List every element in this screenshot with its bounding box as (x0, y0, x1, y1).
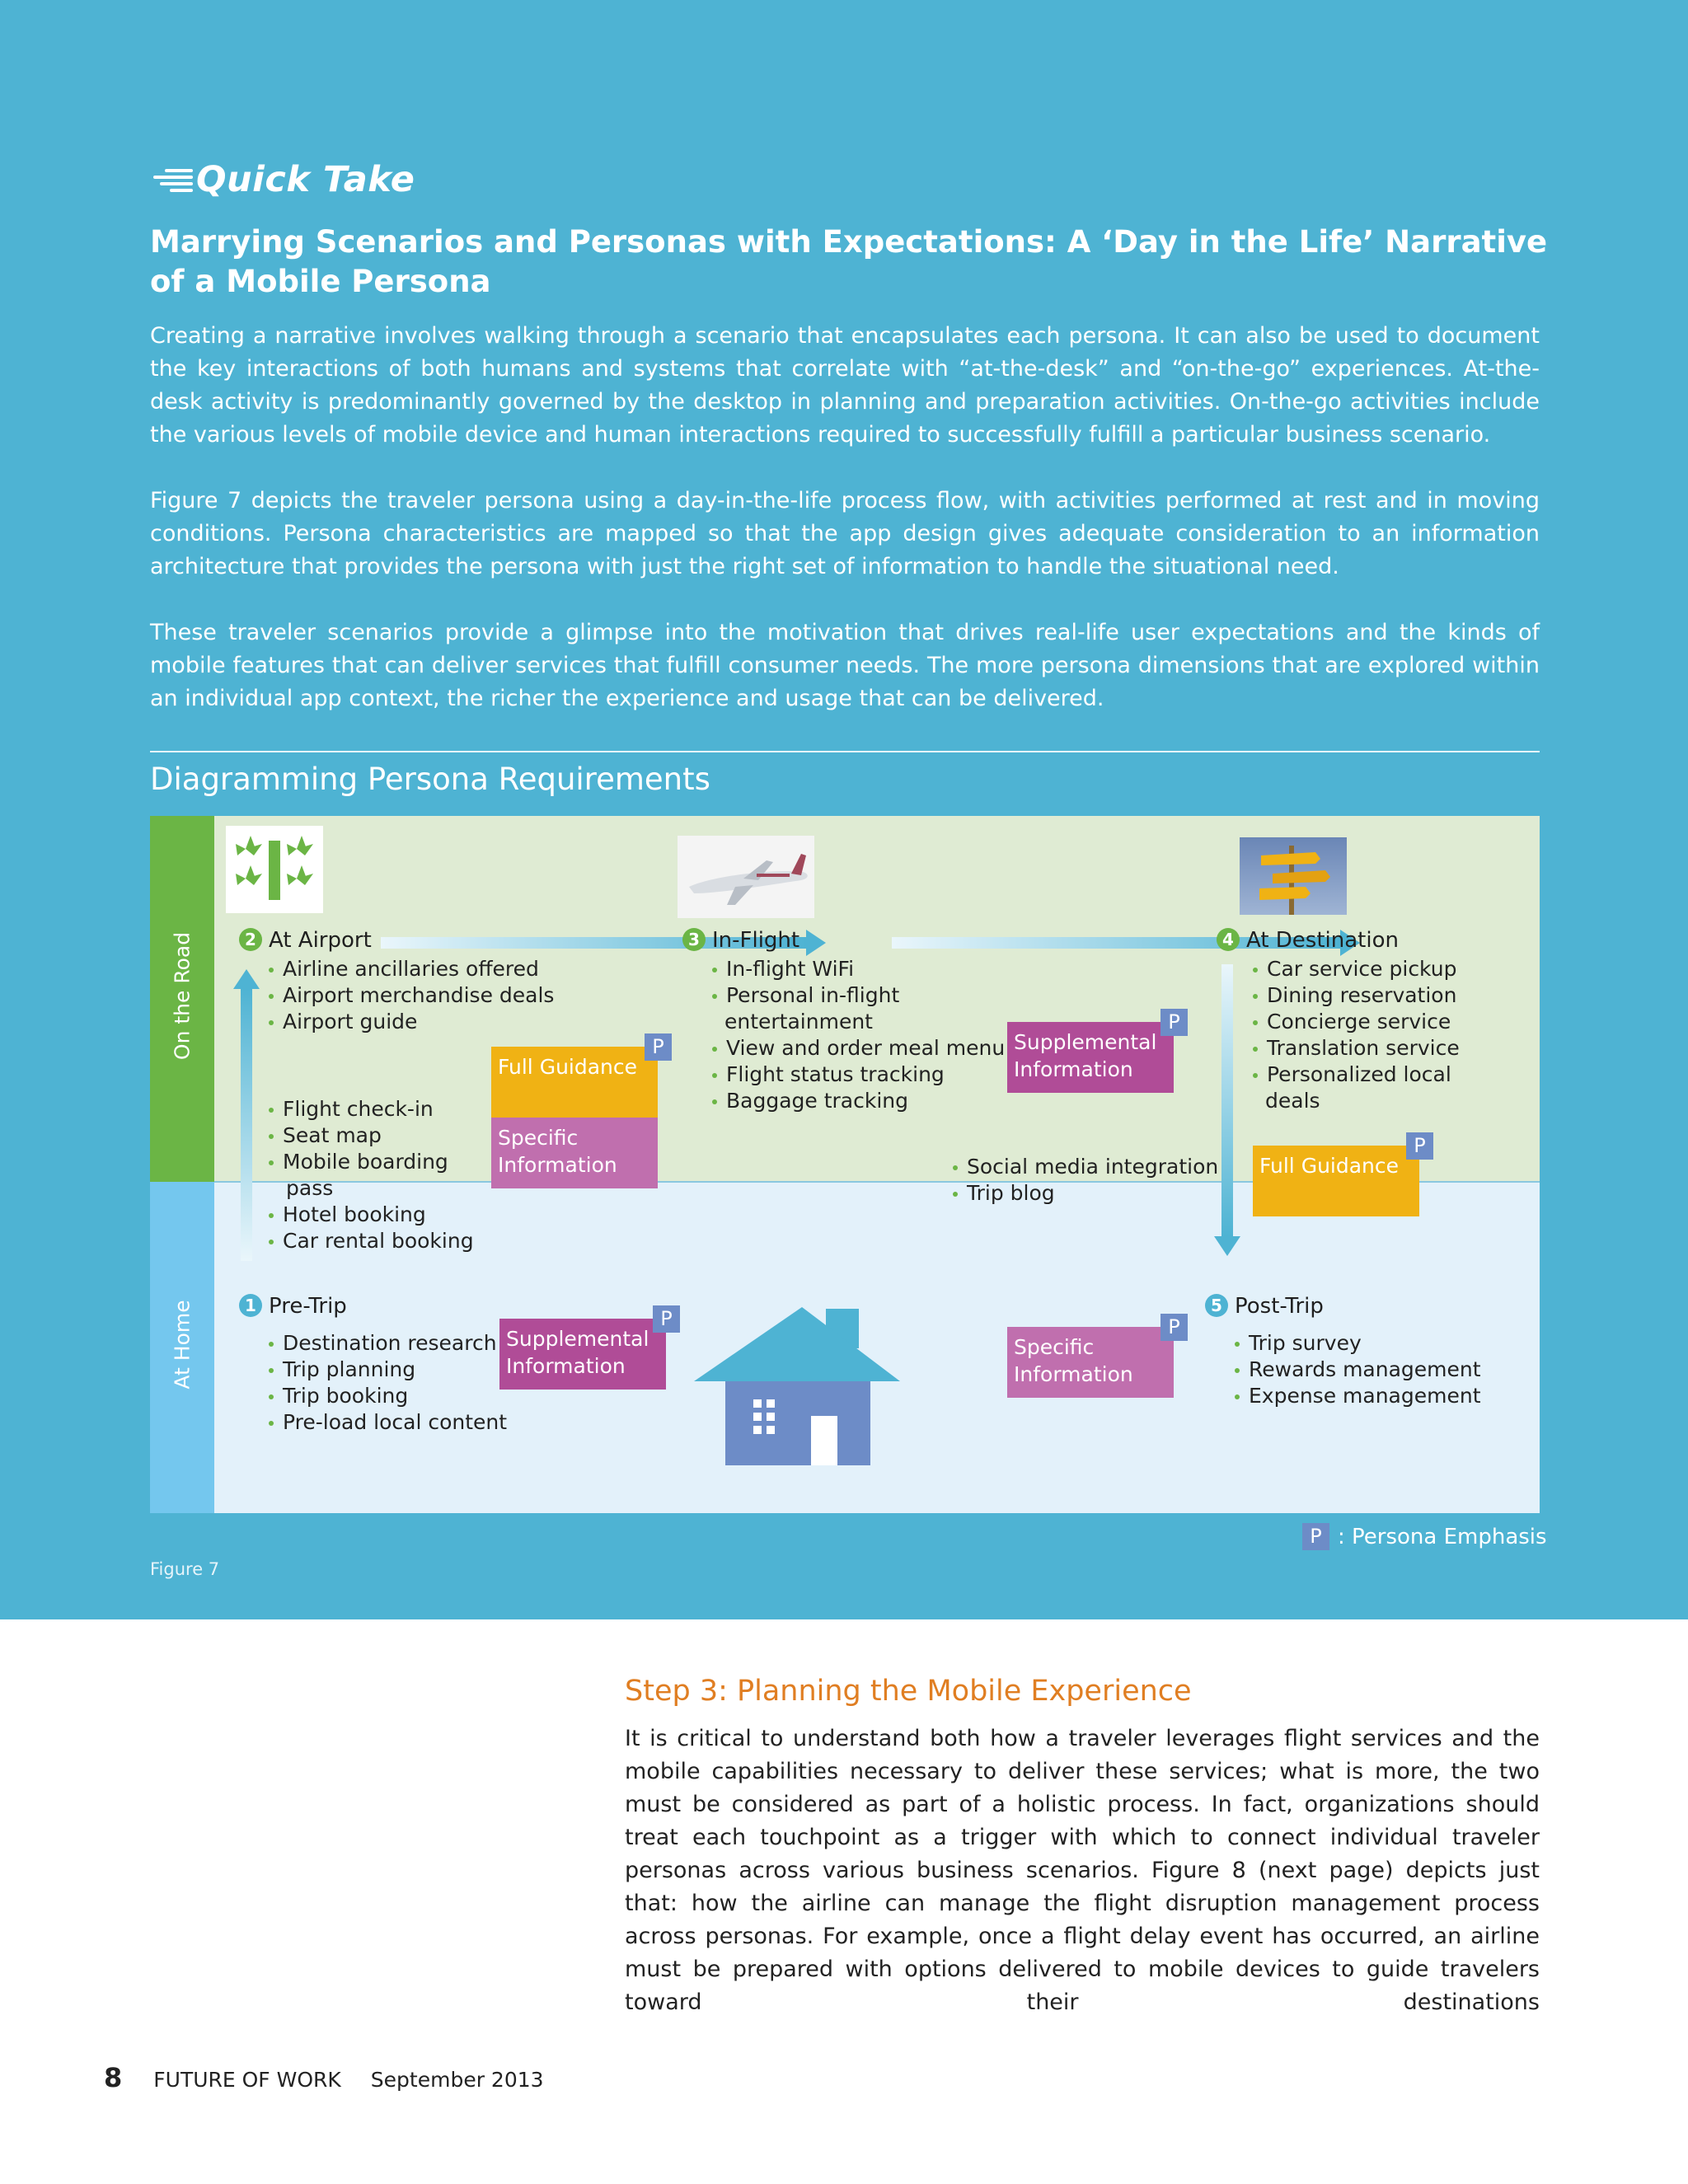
at-home-label: At Home (170, 1300, 195, 1390)
step-number-1: 1 (239, 1294, 262, 1317)
step-number-3: 3 (682, 928, 706, 951)
list-item: Trip booking (269, 1383, 507, 1409)
publication-date: September 2013 (370, 2068, 544, 2092)
list-item: Pre-load local content (269, 1409, 507, 1436)
stage-at-airport (239, 928, 372, 953)
stage-post-trip (1205, 1294, 1324, 1319)
list-item: Airline ancillaries offered (269, 956, 554, 982)
post-trip-list (1235, 1330, 1481, 1409)
list-item: Airport merchandise deals (269, 982, 554, 1009)
full-guidance-box-destination: Full Guidance (1253, 1146, 1419, 1216)
intro-paragraph-1: Creating a narrative involves walking through a scenario that encapsulates each persona. It can also be used to document the key interactions of both humans and systems that correlate with “at-the-desk” and “on-the-go” experiences. At-the-desk activity is predominantly governed by the desktop in planning and preparation activities. On-the-go activities include the various levels of mobile device and human interactions required to successfully fulfill a particular business scenario. (150, 323, 1540, 448)
list-item: Concierge service (1253, 1009, 1460, 1035)
list-item: Car rental booking (269, 1228, 474, 1254)
arrow-destination-to-posttrip (1214, 964, 1240, 1256)
persona-badge: P (645, 1033, 672, 1061)
publication-name: FUTURE OF WORK (153, 2068, 341, 2092)
checkin-list (269, 1096, 474, 1254)
speed-lines-icon (150, 167, 193, 192)
intro-paragraph-3: These traveler scenarios provide a glimpse into the motivation that drives real-life user expectations and the kinds of mobile features that can deliver services that fulfill consumer needs. The more persona dimensions that are explored within an individual app context, the richer the experience and usage that can be delivered. (150, 620, 1540, 711)
persona-badge: P (1406, 1132, 1433, 1160)
list-item: Car service pickup (1253, 956, 1460, 982)
airport-icon (226, 826, 323, 913)
list-item: Flight status tracking (712, 1062, 1005, 1088)
full-guidance-box-airport: Full Guidance (491, 1047, 658, 1118)
stage-at-destination-label: At Destination (1246, 928, 1399, 953)
step-number-4: 4 (1217, 928, 1240, 951)
list-item: Seat map (269, 1122, 474, 1149)
list-item: Rewards management (1235, 1357, 1481, 1383)
intro-paragraph-2: Figure 7 depicts the traveler persona using a day-in-the-life process flow, with activities performed at rest and in moving conditions. Persona characteristics are mapped so that the app design gives adequate consideration to an information architecture that provides the persona with just the right set of information to handle the situational need. (150, 488, 1540, 579)
list-item: Baggage tracking (712, 1088, 1005, 1114)
persona-badge: P (653, 1305, 680, 1333)
list-item: Trip blog (953, 1180, 1218, 1207)
signpost-image (1240, 837, 1347, 915)
stage-at-airport-label: At Airport (269, 928, 372, 953)
persona-badge: P (1302, 1523, 1329, 1550)
figure-caption: Figure 7 (150, 1559, 220, 1579)
supplemental-information-box-pretrip: Supplemental Information (499, 1319, 666, 1390)
page-footer (104, 2062, 544, 2093)
stage-at-destination (1217, 928, 1399, 953)
list-item-continuation: deals (1265, 1089, 1320, 1113)
stage-pre-trip (239, 1294, 347, 1319)
list-item: In-flight WiFi (712, 956, 1005, 982)
page-number: 8 (104, 2062, 123, 2093)
list-item-continuation: entertainment (724, 1010, 873, 1033)
specific-information-box-posttrip: Specific Information (1007, 1327, 1174, 1398)
list-item: Airport guide (269, 1009, 554, 1035)
diagram-legend (1302, 1523, 1547, 1550)
stage-in-flight-label: In-Flight (712, 928, 800, 953)
list-item: Trip survey (1235, 1330, 1481, 1357)
persona-badge: P (1160, 1009, 1188, 1036)
supplemental-information-box-inflight: Supplemental Information (1007, 1022, 1174, 1093)
list-item: Social media integration (953, 1154, 1218, 1180)
at-destination-list (1253, 956, 1460, 1114)
body-paragraph: It is critical to understand both how a traveler leverages flight services and the mobile capabilities necessary to deliver these services; what is more, the two must be considered as part of a holistic process. In fact, organizations should treat each touchpoint as a trigger with which to connect individual traveler personas across various business scenarios. Figure 8 (next page) depicts just that: how the airline can manage the flight disruption management process across personas. For example, once a flight delay event has occurred, an airline must be prepared with options delivered to mobile devices to guide travelers toward their destinations (625, 1726, 1540, 2015)
list-item: View and order meal menu (712, 1035, 1005, 1062)
airplane-image (678, 836, 814, 918)
step-number-2: 2 (239, 928, 262, 951)
list-item: Mobile boarding (269, 1149, 474, 1175)
pre-trip-list (269, 1330, 507, 1436)
stage-pre-trip-label: Pre-Trip (269, 1294, 347, 1319)
list-item: Trip planning (269, 1357, 507, 1383)
persona-badge: P (1160, 1314, 1188, 1341)
quick-take-heading (150, 155, 415, 204)
specific-information-box-airport: Specific Information (491, 1118, 658, 1188)
list-item: Translation service (1253, 1035, 1460, 1062)
step-number-5: 5 (1205, 1294, 1228, 1317)
list-item: Personal in-flight (712, 982, 1005, 1009)
stage-in-flight (682, 928, 799, 953)
list-item: Dining reservation (1253, 982, 1460, 1009)
in-flight-list (712, 956, 1005, 1114)
list-item: Destination research (269, 1330, 507, 1357)
article-headline: Marrying Scenarios and Personas with Expectations: A ‘Day in the Life’ Narrative of a Mobile Persona (150, 224, 1548, 299)
on-the-road-label: On the Road (170, 931, 195, 1061)
list-item-continuation: pass (286, 1176, 334, 1200)
persona-diagram (150, 816, 1540, 1513)
at-airport-list (269, 956, 554, 1035)
list-item: Flight check-in (269, 1096, 474, 1122)
list-item: Personalized local (1253, 1062, 1460, 1088)
legend-label: : Persona Emphasis (1338, 1524, 1547, 1549)
list-item: Hotel booking (269, 1202, 474, 1228)
section-heading: Step 3: Planning the Mobile Experience (625, 1675, 1192, 1708)
stage-post-trip-label: Post-Trip (1235, 1294, 1324, 1319)
social-list (953, 1154, 1218, 1207)
diagram-title: Diagramming Persona Requirements (150, 762, 710, 797)
list-item: Expense management (1235, 1383, 1481, 1409)
house-icon (694, 1302, 910, 1467)
arrow-pretrip-to-airport (233, 969, 260, 1261)
quick-take-title: Quick Take (196, 159, 415, 200)
section-divider (150, 751, 1540, 752)
